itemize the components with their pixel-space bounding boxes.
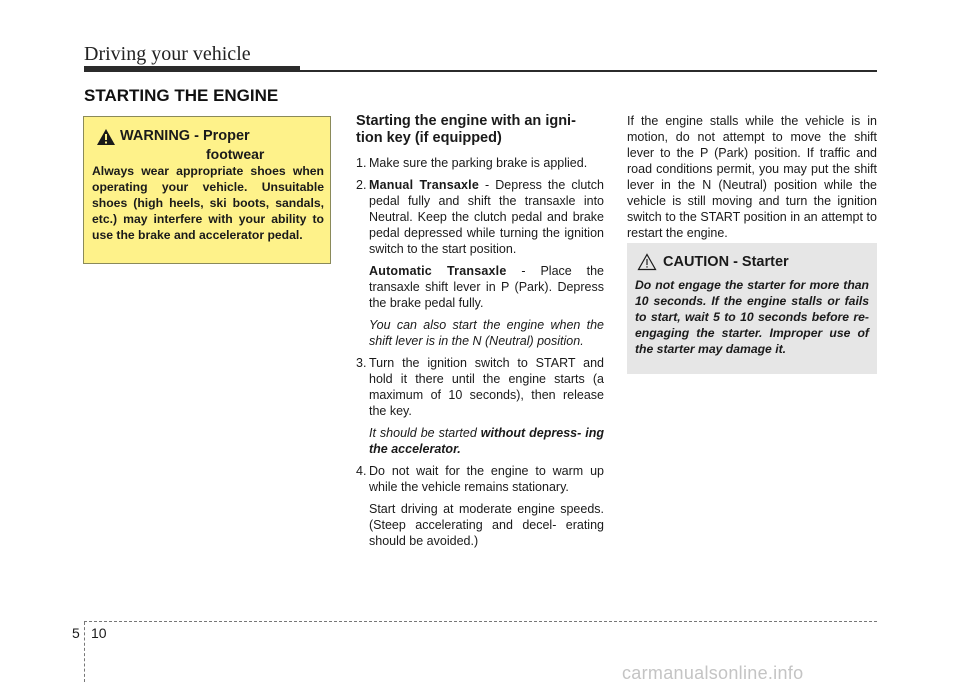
step-text: Turn the ignition switch to START and hold it there until the engine starts (a maximum of 10 seconds), then release the key.	[369, 356, 604, 418]
step-3	[356, 355, 604, 457]
footer-rule	[84, 621, 877, 622]
caution-box	[627, 243, 877, 374]
caution-triangle-icon	[637, 253, 657, 271]
manual-transaxle-label: Manual Transaxle	[369, 178, 479, 192]
automatic-transaxle-label: Automatic Transaxle	[369, 264, 507, 278]
ignition-heading: Starting the engine with an igni- tion key (if equipped)	[356, 113, 576, 146]
warning-subtitle: footwear	[206, 146, 265, 162]
chapter-number: 5	[72, 625, 80, 641]
footer-divider	[84, 622, 85, 682]
step-number: 1.	[356, 156, 367, 170]
step-number: 4.	[356, 464, 367, 478]
step-1	[356, 155, 604, 171]
step-4	[356, 463, 604, 549]
warning-triangle-icon	[96, 128, 116, 146]
step-text: Do not wait for the engine to warm up while the vehicle remains stationary.	[369, 464, 604, 494]
accelerator-note: It should be started without depress- ing the accelerator.	[369, 426, 604, 456]
automatic-transaxle-text: Automatic Transaxle - Place the transaxle shift lever in P (Park). Depress the brake pedal fully.	[369, 264, 604, 310]
step-number: 3.	[356, 356, 367, 370]
warning-box	[83, 116, 331, 264]
stall-paragraph: If the engine stalls while the vehicle is in motion, do not attempt to move the shift lever to the P (Park) position. If traffic and road conditions permit, you may put the shift lever in the N (Neutral) position while the vehicle is still moving and turn the ignition switch to the START position in an attempt to restart the engine.	[627, 114, 877, 240]
manual-transaxle-text: Manual Transaxle - Depress the clutch pedal fully and shift the transaxle into Neutral. Keep the clutch pedal and brake pedal depressed while turning the ignition switch to the start position.	[369, 178, 604, 256]
step-2	[356, 177, 604, 349]
watermark: carmanualsonline.info	[622, 663, 804, 683]
page-header-title: Driving your vehicle	[84, 43, 251, 65]
driving-advice: Start driving at moderate engine speeds. (Steep accelerating and decel- erating should be avoided.)	[369, 502, 604, 548]
warning-body: Always wear appropriate shoes when operating your vehicle. Unsuitable shoes (high heels, ski boots, sandals, etc.) may interfere with your ability to use the brake and accelerator pedal.	[92, 164, 324, 242]
step-number: 2.	[356, 178, 367, 192]
section-title: STARTING THE ENGINE	[84, 86, 279, 105]
header-rule	[300, 70, 877, 72]
page-number: 10	[91, 625, 107, 641]
step-text: Make sure the parking brake is applied.	[369, 156, 588, 170]
ignition-column	[356, 113, 604, 555]
header-bar	[84, 66, 300, 72]
neutral-note: You can also start the engine when the shift lever is in the N (Neutral) position.	[369, 318, 604, 348]
warning-label: WARNING - Proper	[120, 128, 250, 144]
caution-title: CAUTION - Starter	[663, 254, 789, 270]
caution-body: Do not engage the starter for more than 10 seconds. If the engine stalls or fails to start, wait 5 to 10 seconds before re-engaging the starter. Improper use of the starter may damage it.	[635, 278, 869, 356]
